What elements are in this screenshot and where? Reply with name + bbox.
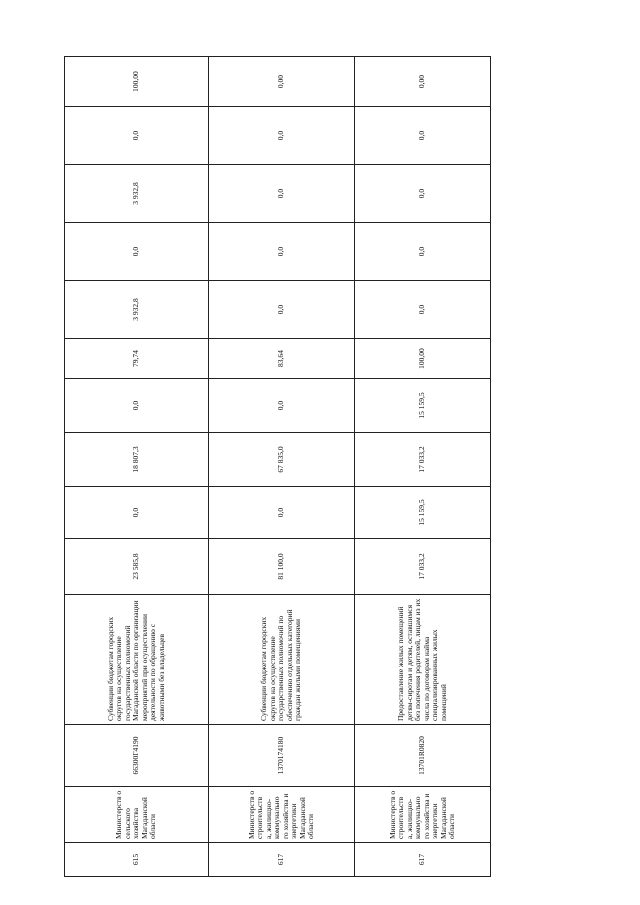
cell-v4: 15 159,5 [355, 379, 491, 433]
cell-v2: 15 159,5 [355, 487, 491, 539]
table-row [65, 57, 209, 877]
cell-v3: 17 033,2 [355, 433, 491, 487]
cell-v4: 0,0 [65, 379, 209, 433]
row-position: 617 [355, 843, 491, 877]
table-row [209, 57, 355, 877]
cell-v8: 0,0 [355, 165, 491, 223]
row-position: 615 [65, 843, 209, 877]
cell-v7: 0,0 [65, 223, 209, 281]
cell-v6: 3 932,8 [65, 281, 209, 339]
cell-v8: 0,0 [209, 165, 355, 223]
cell-v10: 100,00 [65, 57, 209, 107]
rotated-table-frame [64, 57, 490, 877]
cell-v9: 0,0 [65, 107, 209, 165]
budget-table [64, 56, 491, 877]
cell-v7: 0,0 [209, 223, 355, 281]
cell-v4: 0,0 [209, 379, 355, 433]
cell-v5: 79,74 [65, 339, 209, 379]
cell-v1: 81 100,0 [209, 539, 355, 595]
cell-v1: 17 033,2 [355, 539, 491, 595]
cell-v3: 18 807,3 [65, 433, 209, 487]
row-code: 13701R0820 [355, 725, 491, 787]
row-description: Субвенции бюджетам городских округов на осуществление государственных полномочий по обеспечению отдельных категорий граждан жилыми помещениями [209, 595, 355, 725]
row-code: 66300Г4190 [65, 725, 209, 787]
row-code: 1370174180 [209, 725, 355, 787]
cell-v9: 0,0 [209, 107, 355, 165]
cell-v10: 0,00 [209, 57, 355, 107]
cell-v3: 67 835,0 [209, 433, 355, 487]
row-description: Субвенции бюджетам городских округов на осуществление государственных полномочий Магаданской области по организации мероприятий при осуществлении деятельности по обращению с животными без владельцев [65, 595, 209, 725]
row-department: Министерств о сельского хозяйства Магаданской области [65, 787, 209, 843]
row-description: Предоставление жилых помещений детям-сиротам и детям, оставшимся без попечения родителей, лицам из их числа по договорам найма специализированных жилых помещений [355, 595, 491, 725]
cell-v2: 0,0 [65, 487, 209, 539]
row-department: Министерств о строительств а, жилищно-коммунально го хозяйства и энергетики Магаданской области [355, 787, 491, 843]
table-row [355, 57, 491, 877]
cell-v1: 23 585,8 [65, 539, 209, 595]
row-position: 617 [209, 843, 355, 877]
cell-v7: 0,0 [355, 223, 491, 281]
row-department: Министерств о строительств а, жилищно-коммунально го хозяйства и энергетики Магаданской области [209, 787, 355, 843]
cell-v6: 0,0 [209, 281, 355, 339]
cell-v2: 0,0 [209, 487, 355, 539]
cell-v9: 0,0 [355, 107, 491, 165]
cell-v5: 83,64 [209, 339, 355, 379]
cell-v8: 3 932,8 [65, 165, 209, 223]
cell-v10: 0,00 [355, 57, 491, 107]
cell-v6: 0,0 [355, 281, 491, 339]
cell-v5: 100,00 [355, 339, 491, 379]
